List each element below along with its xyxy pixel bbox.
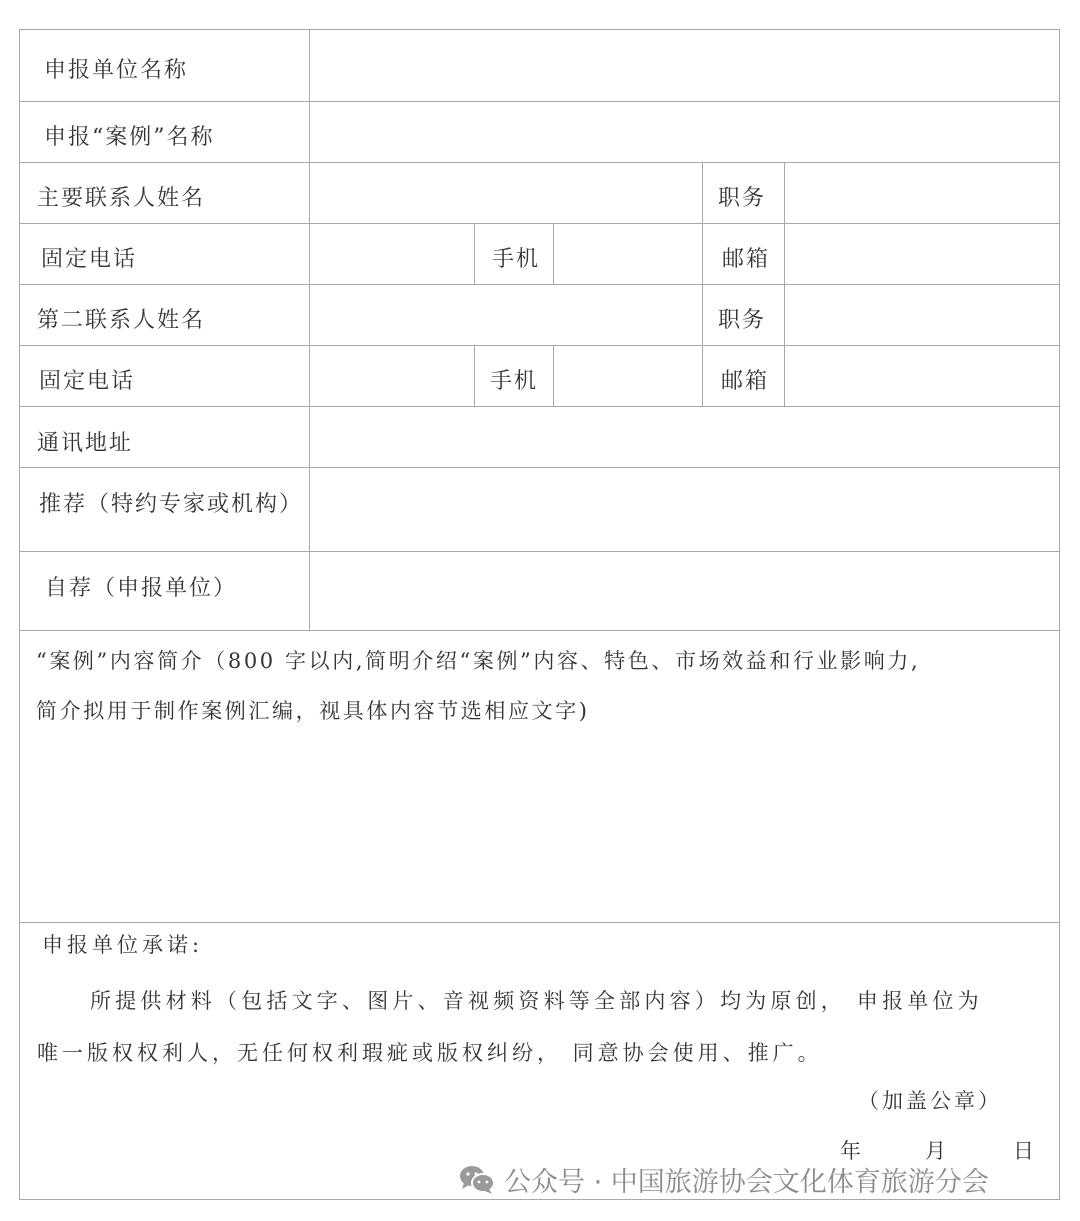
second-phone-label: 固定电话 bbox=[39, 369, 136, 394]
recommend-field[interactable] bbox=[311, 469, 1058, 550]
primary-mobile-field[interactable] bbox=[555, 225, 701, 283]
pledge-title: 申报单位承诺: bbox=[42, 933, 204, 957]
summary-instruction-line2: 简介拟用于制作案例汇编，视具体内容节选相应文字) bbox=[36, 699, 590, 723]
address-label: 通讯地址 bbox=[37, 431, 134, 456]
column-divider bbox=[553, 345, 554, 406]
row-divider bbox=[19, 551, 1060, 552]
self-recommend-field[interactable] bbox=[311, 553, 1058, 629]
column-divider bbox=[474, 345, 475, 406]
primary-phone-field[interactable] bbox=[311, 225, 473, 283]
row-divider bbox=[19, 223, 1060, 224]
unit-name-field[interactable] bbox=[311, 31, 1058, 100]
row-divider bbox=[19, 101, 1060, 102]
watermark-text: 公众号 · 中国旅游协会文化体育旅游分会 bbox=[504, 1167, 989, 1198]
primary-phone-label: 固定电话 bbox=[41, 247, 138, 272]
second-position-label: 职务 bbox=[718, 308, 767, 333]
address-field[interactable] bbox=[311, 408, 1058, 466]
second-email-field[interactable] bbox=[786, 347, 1058, 405]
wechat-icon bbox=[458, 1164, 496, 1196]
second-mobile-label: 手机 bbox=[490, 369, 539, 394]
second-contact-label: 第二联系人姓名 bbox=[37, 308, 206, 333]
watermark bbox=[458, 1160, 989, 1199]
self-recommend-label: 自荐（申报单位） bbox=[45, 576, 238, 601]
primary-position-field[interactable] bbox=[786, 164, 1058, 222]
row-divider bbox=[19, 284, 1060, 285]
column-divider bbox=[309, 29, 310, 630]
row-divider bbox=[19, 630, 1060, 631]
primary-position-label: 职务 bbox=[718, 186, 767, 211]
date-month-label: 月 bbox=[925, 1139, 950, 1163]
unit-name-label: 申报单位名称 bbox=[44, 58, 189, 83]
seal-note: （加盖公章） bbox=[858, 1089, 1002, 1113]
column-divider bbox=[553, 223, 554, 284]
column-divider bbox=[474, 223, 475, 284]
summary-field[interactable] bbox=[21, 740, 1058, 920]
row-divider bbox=[19, 467, 1060, 468]
date-day-label: 日 bbox=[1013, 1139, 1038, 1163]
row-divider bbox=[19, 406, 1060, 407]
second-contact-field[interactable] bbox=[311, 286, 701, 344]
row-divider bbox=[19, 345, 1060, 346]
recommend-label: 推荐（特约专家或机构） bbox=[39, 492, 304, 517]
second-phone-field[interactable] bbox=[311, 347, 473, 405]
pledge-line2: 唯一版权权利人，无任何权利瑕疵或版权纠纷， 同意协会使用、推广。 bbox=[37, 1041, 823, 1065]
summary-instruction-line1: “案例”内容简介（800 字以内,简明介绍“案例”内容、特色、市场效益和行业影响力, bbox=[36, 649, 921, 673]
primary-email-label: 邮箱 bbox=[722, 247, 771, 272]
case-name-label: 申报“案例”名称 bbox=[44, 125, 215, 150]
primary-contact-field[interactable] bbox=[311, 164, 701, 222]
column-divider bbox=[702, 162, 703, 406]
pledge-line1: 所提供材料（包括文字、图片、音视频资料等全部内容）均为原创， 申报单位为 bbox=[90, 989, 983, 1013]
primary-contact-label: 主要联系人姓名 bbox=[37, 186, 206, 211]
case-name-field[interactable] bbox=[311, 103, 1058, 161]
row-divider bbox=[19, 162, 1060, 163]
second-position-field[interactable] bbox=[786, 286, 1058, 344]
second-mobile-field[interactable] bbox=[555, 347, 701, 405]
second-email-label: 邮箱 bbox=[721, 369, 770, 394]
primary-email-field[interactable] bbox=[786, 225, 1058, 283]
column-divider bbox=[784, 162, 785, 406]
primary-mobile-label: 手机 bbox=[492, 247, 541, 272]
date-year-label: 年 bbox=[840, 1139, 865, 1163]
